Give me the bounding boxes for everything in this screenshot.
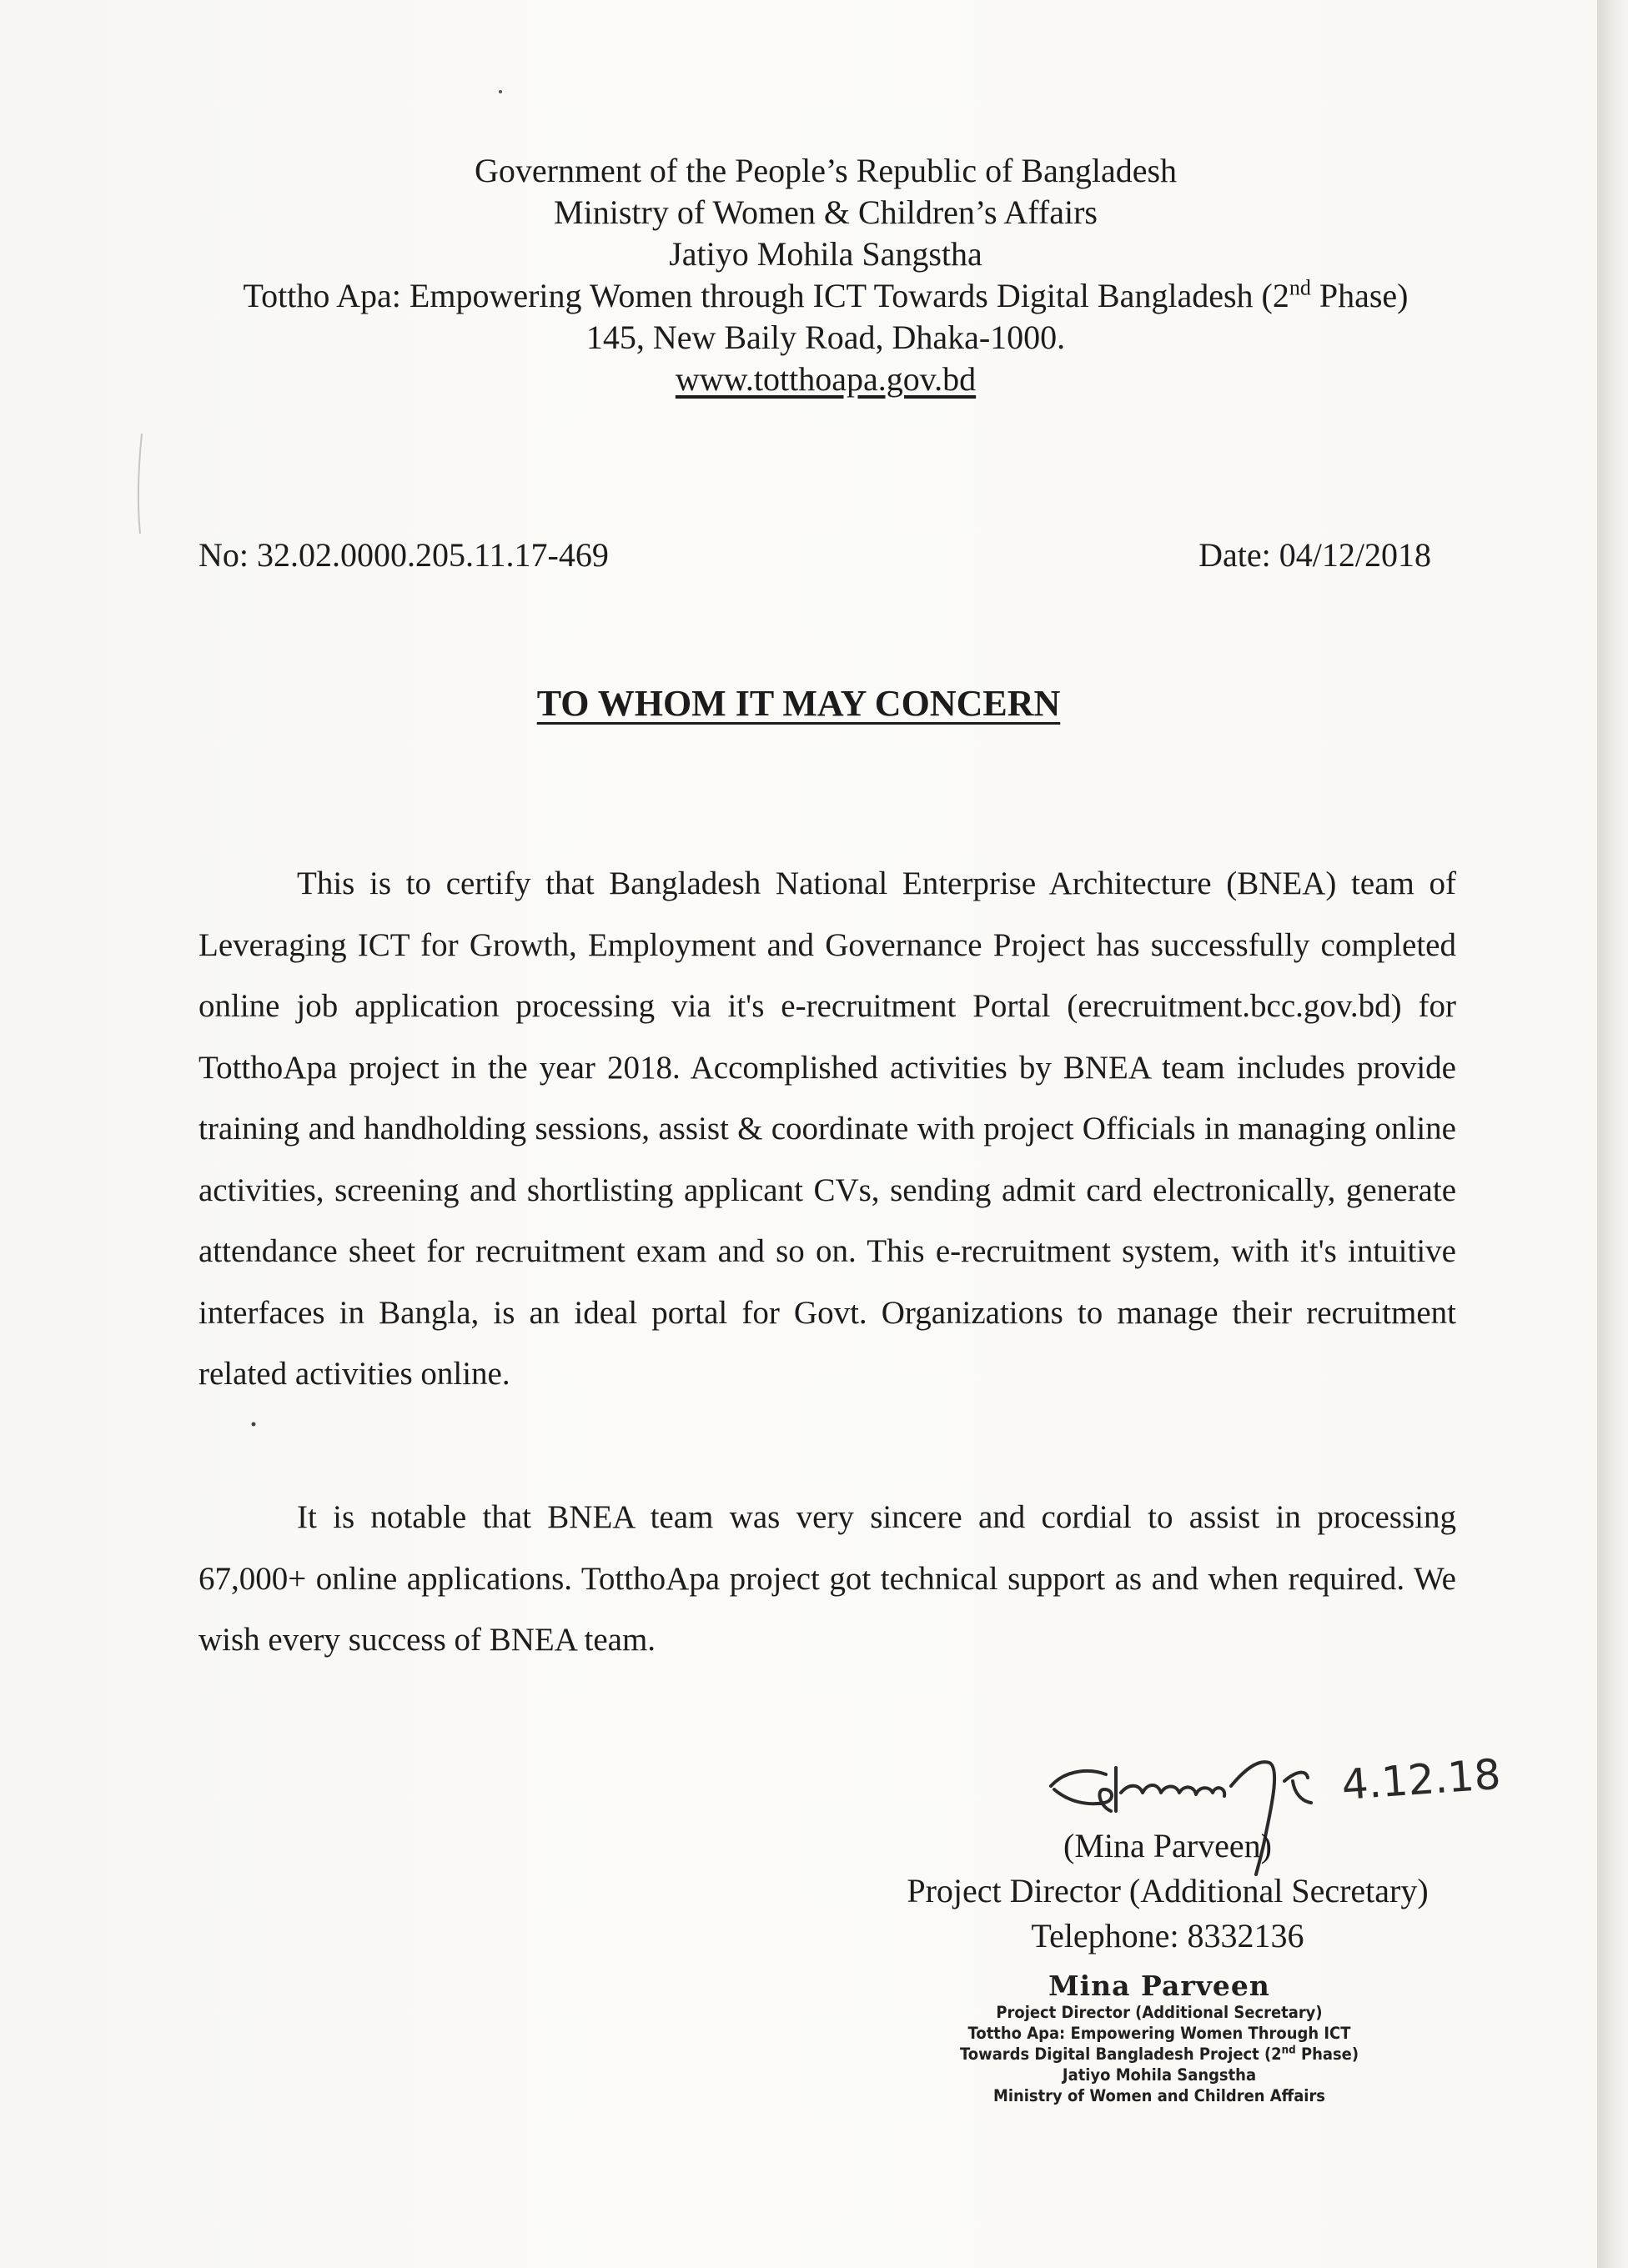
body-paragraph-2: It is notable that BNEA team was very sincere and cordial to assist in processing 67,000+ online applications. TotthoApa project got technical support as and when required. We wish every success of BNEA team.: [198, 1499, 1456, 1658]
project-name: [167, 275, 1485, 317]
seal-organization: Jatiyo Mohila Sangstha: [1062, 2065, 1257, 2085]
letter-title: TO WHOM IT MAY CONCERN: [536, 683, 1061, 724]
page-edge-shadow: [1597, 0, 1628, 2268]
reference-row: [198, 535, 1431, 575]
seal-phase-ordinal: nd: [1281, 2044, 1296, 2057]
signatory-name: (Mina Parveen): [1063, 1827, 1272, 1864]
organization-name: Jatiyo Mohila Sangstha: [669, 235, 982, 273]
seal-project-line-2: [922, 2044, 1397, 2065]
signature-date: 4.12.18: [1339, 1749, 1503, 1809]
seal-designation: Project Director (Additional Secretary): [996, 2003, 1323, 2022]
signatory-title: Project Director (Additional Secretary): [907, 1872, 1429, 1909]
ministry-name: Ministry of Women & Children’s Affairs: [554, 193, 1098, 231]
body-paragraph-1: This is to certify that Bangladesh National Enterprise Architecture (BNEA) team of Leveraging ICT for Growth, Employment and Governance Project has successfully completed online job application processing via it's e-recruitment Portal (erecruitment.bcc.gov.bd) for TotthoApa project in the year 2018. Accomplished activities by BNEA team includes provide training and handholding sessions, assist & coordinate with project Officials in managing online activities, screening and shortlisting applicant CVs, sending admit card electronically, generate attendance sheet for recruitment exam and so on. This e-recruitment system, with it's intuitive interfaces in Bangla, is an ideal portal for Govt. Organizations to manage their recruitment related activities online.: [198, 866, 1456, 1392]
project-phase-text: Phase): [1310, 277, 1409, 314]
project-phase-ordinal: nd: [1289, 275, 1311, 300]
government-name: Government of the People’s Republic of Bangladesh: [474, 152, 1178, 189]
website-link[interactable]: www.totthoapa.gov.bd: [675, 360, 977, 398]
signatory-telephone: Telephone: 8332136: [1031, 1917, 1304, 1954]
signature-block: [834, 1734, 1518, 2201]
seal-phase-text: Phase): [1295, 2045, 1359, 2064]
seal-ministry: Ministry of Women and Children Affairs: [993, 2086, 1325, 2105]
reference-number: No: 32.02.0000.205.11.17-469: [198, 536, 609, 574]
seal-name: Mina Parveen: [1048, 1969, 1270, 2002]
seal-project-line-1: Tottho Apa: Empowering Women Through ICT: [967, 2024, 1351, 2043]
seal-project-line-2-text: Towards Digital Bangladesh Project (2: [959, 2045, 1282, 2064]
letter-date: Date: 04/12/2018: [1198, 536, 1431, 574]
project-name-text: Tottho Apa: Empowering Women through ICT Towards Digital Bangladesh (2: [243, 277, 1289, 314]
address: 145, New Baily Road, Dhaka-1000.: [585, 319, 1066, 356]
letterhead: [167, 150, 1485, 400]
official-seal: [901, 1970, 1418, 2106]
